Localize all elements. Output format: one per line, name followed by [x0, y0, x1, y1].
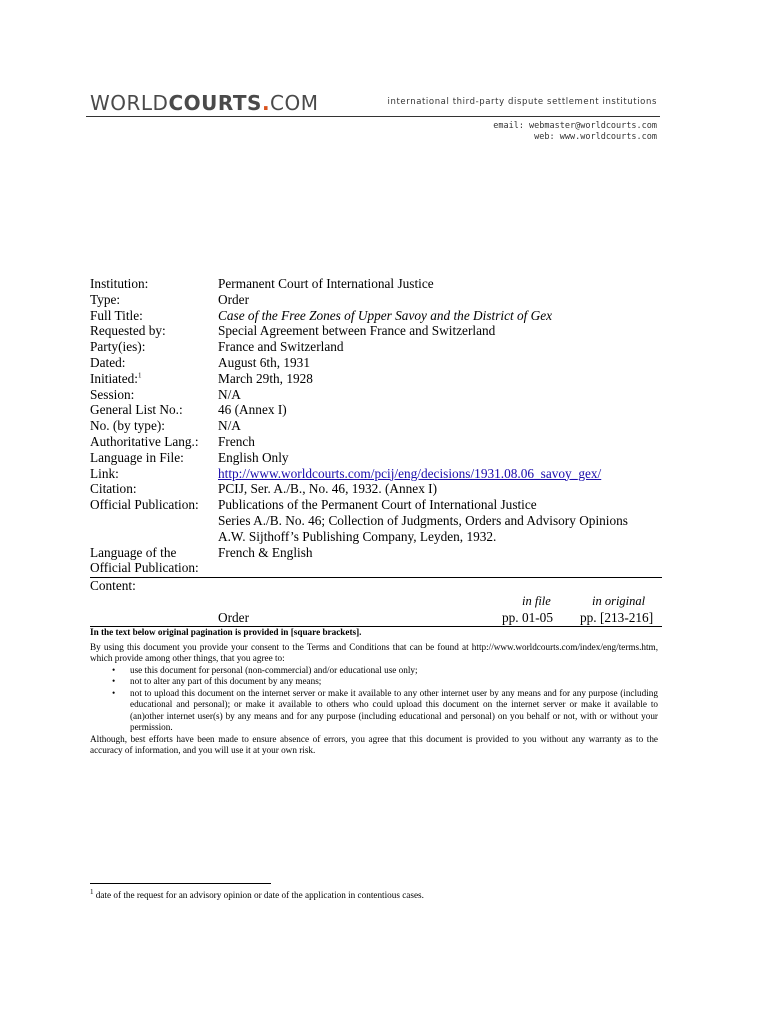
in-file-header: in file [522, 593, 551, 608]
content-column-headers [90, 594, 662, 610]
contact-web: web: www.worldcourts.com [534, 132, 657, 142]
bullet-icon: • [112, 664, 116, 675]
bullet-icon: • [112, 676, 116, 686]
meta-row-dated: Dated: August 6th, 1931 [90, 354, 310, 370]
meta-row-no-by-type: No. (by type): N/A [90, 418, 241, 434]
meta-row-link: Link: http://www.worldcourts.com/pcij/eng/decisions/1931.08.06_savoy_gex/ [90, 465, 602, 481]
content-pages-original: pp. [213-216] [580, 609, 654, 625]
pagination-note: In the text below original pagination is provided in [square brackets]. [90, 627, 362, 637]
footnote: $^1$ date of the request for an advisory opinion or date of the application in contentious cases. [90, 887, 424, 900]
logo-world: WORLD [90, 91, 169, 115]
logo-com: COM [270, 91, 319, 115]
footnote-ref[interactable]: 1 [138, 371, 142, 380]
meta-row-official-language: Language of the Official Publication: French & English [90, 544, 313, 576]
terms-notice [90, 627, 658, 757]
meta-row-official-publication: Official Publication: Publications of the Permanent Court of International Justice Series A./B. No. 46; Collection of Judgments, Orders and Advisory Opinions A.W. Sijthoff’s Publishing Company, Leyden, 1932. [90, 497, 628, 544]
meta-row-institution: Institution: Permanent Court of International Justice [90, 276, 434, 291]
meta-row-lang-file: Language in File: English Only [90, 449, 289, 465]
meta-row-full-title: Full Title: Case of the Free Zones of Upper Savoy and the District of Gex [90, 307, 553, 323]
logo-courts: COURTS [168, 91, 262, 115]
content-row-order [90, 610, 662, 626]
footnote-divider [90, 883, 271, 884]
list-item: • not to upload this document on the internet server or make it available to any other internet user by any means and for any purpose (including educational and personal); or make it available to others who could upload this document on the internet server or make it available to (an)other internet user(s) by any means and for any purpose (including educational and personal) on you behalf or not, with or without your permission. [112, 687, 658, 732]
list-item: • not to alter any part of this document by any means; [112, 676, 322, 686]
terms-intro: By using this document you provide your consent to the Terms and Conditions that can be found at http://www.worldcourts.com/index/eng/terms.htm, which provide among other things, that you agree to: [90, 641, 658, 663]
contact-email: email: webmaster@worldcourts.com [493, 121, 657, 131]
logo-dot: . [261, 91, 271, 115]
meta-row-auth-lang: Authoritative Lang.: French [90, 433, 255, 449]
site-tagline: international third-party dispute settlement institutions [387, 97, 657, 107]
meta-row-session: Session: N/A [90, 386, 241, 402]
contact-info [493, 121, 657, 143]
meta-row-content: Content: [90, 578, 136, 594]
meta-row-type: Type: Order [90, 291, 250, 307]
worldcourts-logo [90, 90, 319, 116]
case-metadata [90, 276, 662, 627]
content-pages-file: pp. 01-05 [502, 609, 553, 625]
meta-row-parties: Party(ies): France and Switzerland [90, 339, 344, 355]
terms-list [90, 665, 658, 734]
meta-row-general-list: General List No.: 46 (Annex I) [90, 402, 287, 418]
list-item: • use this document for personal (non-commercial) and/or educational use only; [112, 664, 418, 675]
warranty-disclaimer: Although, best efforts have been made to ensure absence of errors, you agree that this document is provided to you without any warranty as to the accuracy of information, and you will use it at your own risk. [90, 733, 658, 755]
meta-row-initiated: Initiated:$^1$ March 29th, 1928 [90, 370, 313, 386]
decision-link[interactable]: http://www.worldcourts.com/pcij/eng/decisions/1931.08.06_savoy_gex/ [218, 465, 602, 481]
content-name: Order [218, 609, 250, 625]
header-divider [86, 116, 660, 117]
bullet-icon: • [112, 687, 116, 698]
meta-row-requested-by: Requested by: Special Agreement between France and Switzerland [90, 323, 496, 339]
meta-row-citation: Citation: PCIJ, Ser. A./B., No. 46, 1932. (Annex I) [90, 481, 438, 497]
in-original-header: in original [592, 593, 646, 608]
